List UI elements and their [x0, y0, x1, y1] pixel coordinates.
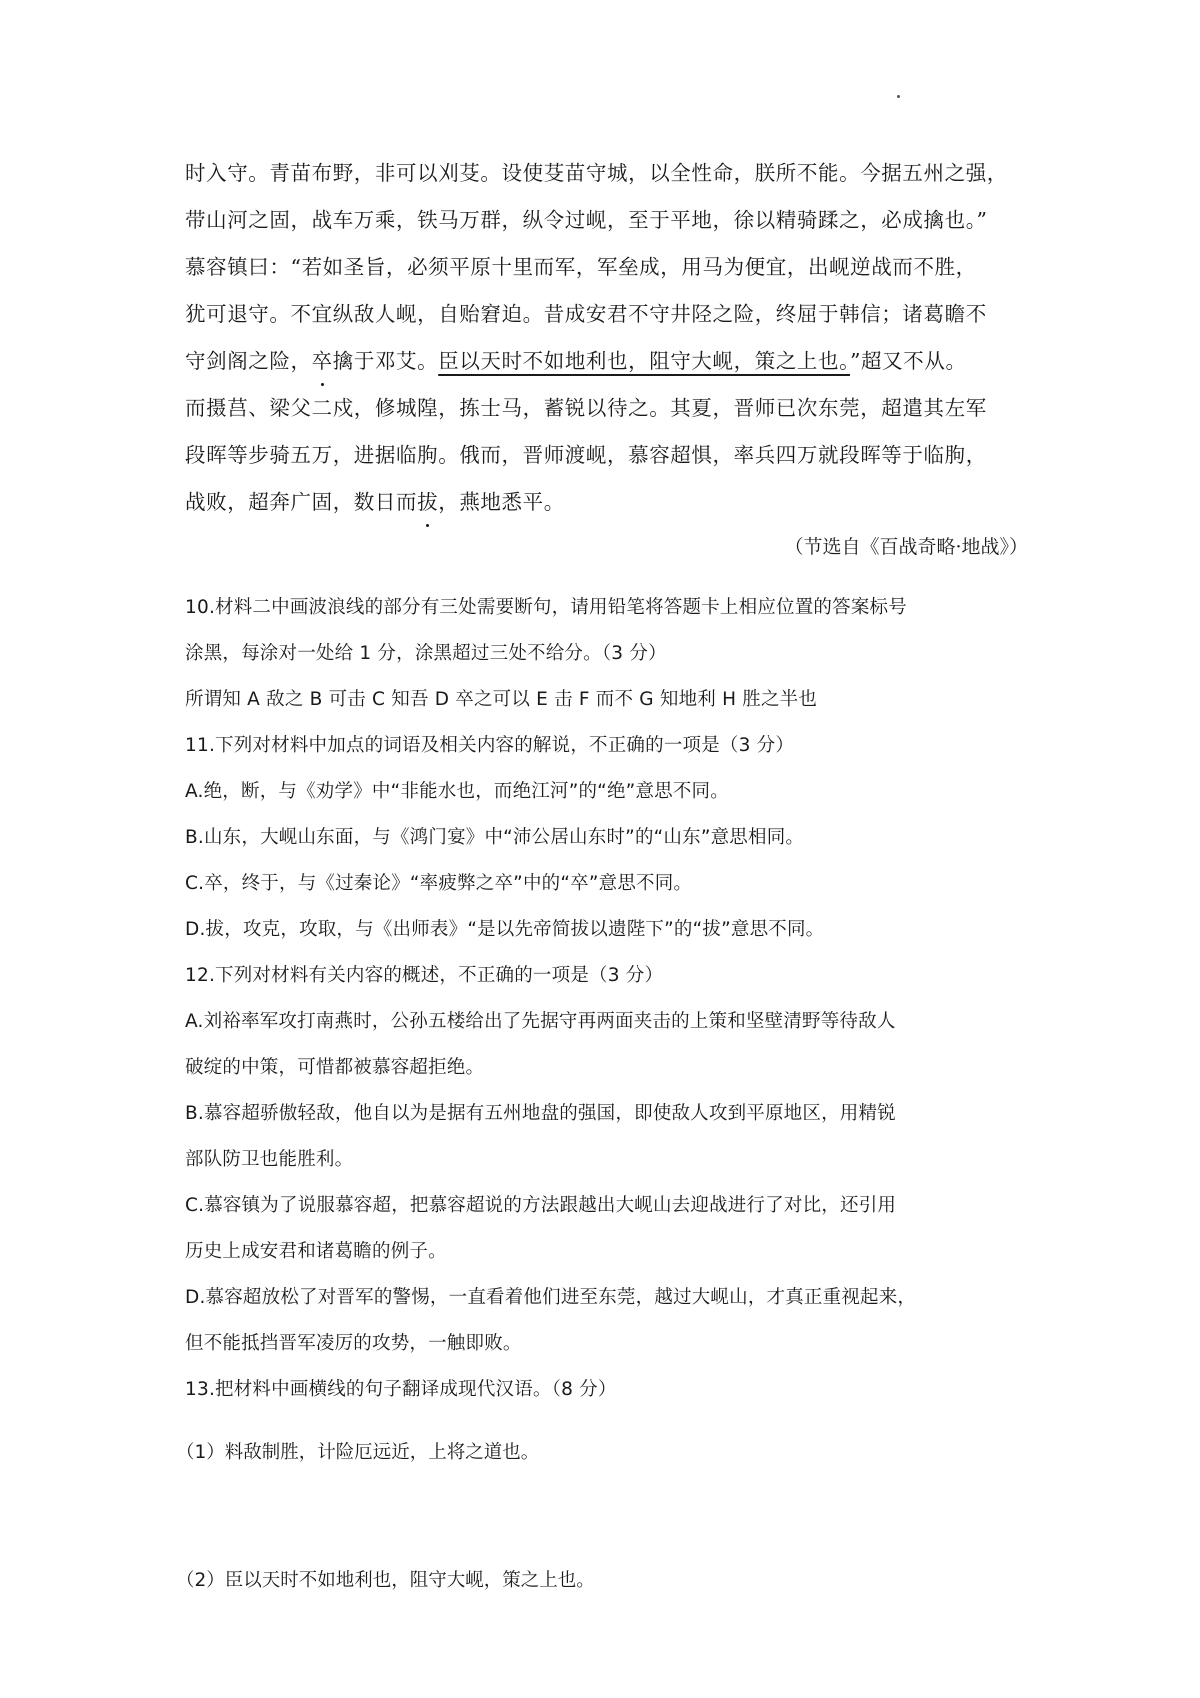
option-line: 历史上成安君和诸葛瞻的例子。	[185, 1241, 447, 1262]
dotted-word-ba: 拔	[417, 479, 438, 526]
passage-line: 带山河之固，战车万乘，铁马万群，纵令过岘，至于平地，徐以精骑蹂之，必成擒也。”	[185, 208, 988, 232]
translation-item-1: （1）料敌制胜，计险厄远近，上将之道也。	[176, 1442, 540, 1463]
option-line: 部队防卫也能胜利。	[185, 1149, 354, 1170]
question-line: 所谓知 A 敌之 B 可击 C 知吾 D 卒之可以 E 击 F 而不 G 知地利 H 胜之半也	[185, 689, 818, 710]
passage-text: 守剑阁之险，	[185, 349, 312, 373]
option-line: B.慕容超骄傲轻敌，他自以为是据有五州地盘的强国，即使敌人攻到平原地区，用精锐	[185, 1103, 896, 1124]
classical-passage	[185, 150, 1030, 526]
option-line: B.山东，大岘山东面，与《鸿门宴》中“沛公居山东时”的“山东”意思相同。	[185, 827, 805, 848]
passage-text: ，燕地悉平。	[438, 490, 565, 514]
passage-text: ”超又不从。	[849, 349, 967, 373]
option-line: D.拔，攻克，攻取，与《出师表》“是以先帝简拔以遗陛下”的“拔”意思不同。	[185, 919, 825, 940]
passage-line	[185, 479, 1030, 526]
question-section	[185, 585, 1030, 1413]
passage-line: 慕容镇曰：“若如圣旨，必须平原十里而军，军垒成，用马为便宜，出岘逆战而不胜，	[185, 255, 977, 279]
option-line: 但不能抵挡晋军凌厉的攻势，一触即败。	[185, 1333, 522, 1354]
page-dot-mark	[897, 95, 900, 98]
underlined-sentence: 臣以天时不如地利也，阻守大岘，策之上也。	[438, 349, 850, 373]
passage-text: 擒于邓艾。	[332, 349, 439, 373]
option-line: A.刘裕率军攻打南燕时，公孙五楼给出了先据守再两面夹击的上策和坚壁清野等待敌人	[185, 1011, 896, 1032]
option-line: C.慕容镇为了说服慕容超，把慕容超说的方法跟越出大岘山去迎战进行了对比，还引用	[185, 1195, 897, 1216]
passage-line: 而摄莒、梁父二戍，修城隍，拣士马，蓄锐以待之。其夏，晋师已次东莞，超遣其左军	[185, 396, 987, 420]
passage-line: 段晖等步骑五万，进据临朐。俄而，晋师渡岘，慕容超惧，率兵四万就段晖等于临朐，	[185, 443, 987, 467]
translation-item-2: （2）臣以天时不如地利也，阻守大岘，策之上也。	[176, 1570, 595, 1591]
passage-text: 战败，超奔广固，数日而	[185, 490, 418, 514]
question-line: 13.把材料中画横线的句子翻译成现代汉语。（8 分）	[185, 1379, 617, 1400]
question-line: 涂黑，每涂对一处给 1 分，涂黑超过三处不给分。（3 分）	[185, 643, 667, 664]
passage-source: （节选自《百战奇略·地战》）	[784, 536, 1028, 558]
question-line: 12.下列对材料有关内容的概述，不正确的一项是（3 分）	[185, 965, 664, 986]
option-line: C.卒，终于，与《过秦论》“率疲弊之卒”中的“卒”意思不同。	[185, 873, 693, 894]
passage-line: 时入守。青苗布野，非可以刈芟。设使芟苗守城，以全性命，朕所不能。今据五州之强，	[185, 161, 1008, 185]
option-line: D.慕容超放松了对晋军的警惕，一直看着他们进至东莞，越过大岘山，才真正重视起来，	[185, 1287, 917, 1308]
dotted-word-zu: 卒	[312, 338, 333, 385]
option-line: 破绽的中策，可惜都被慕容超拒绝。	[185, 1057, 485, 1078]
passage-line: 犹可退守。不宜纵敌人岘，自贻窘迫。昔成安君不守井陉之险，终屈于韩信；诸葛瞻不	[185, 302, 987, 326]
passage-line	[185, 338, 1030, 385]
question-line: 11.下列对材料中加点的词语及相关内容的解说，不正确的一项是（3 分）	[185, 735, 795, 756]
question-line: 10.材料二中画波浪线的部分有三处需要断句，请用铅笔将答题卡上相应位置的答案标号	[185, 597, 907, 618]
option-line: A.绝，断，与《劝学》中“非能水也，而绝江河”的“绝”意思不同。	[185, 781, 729, 802]
